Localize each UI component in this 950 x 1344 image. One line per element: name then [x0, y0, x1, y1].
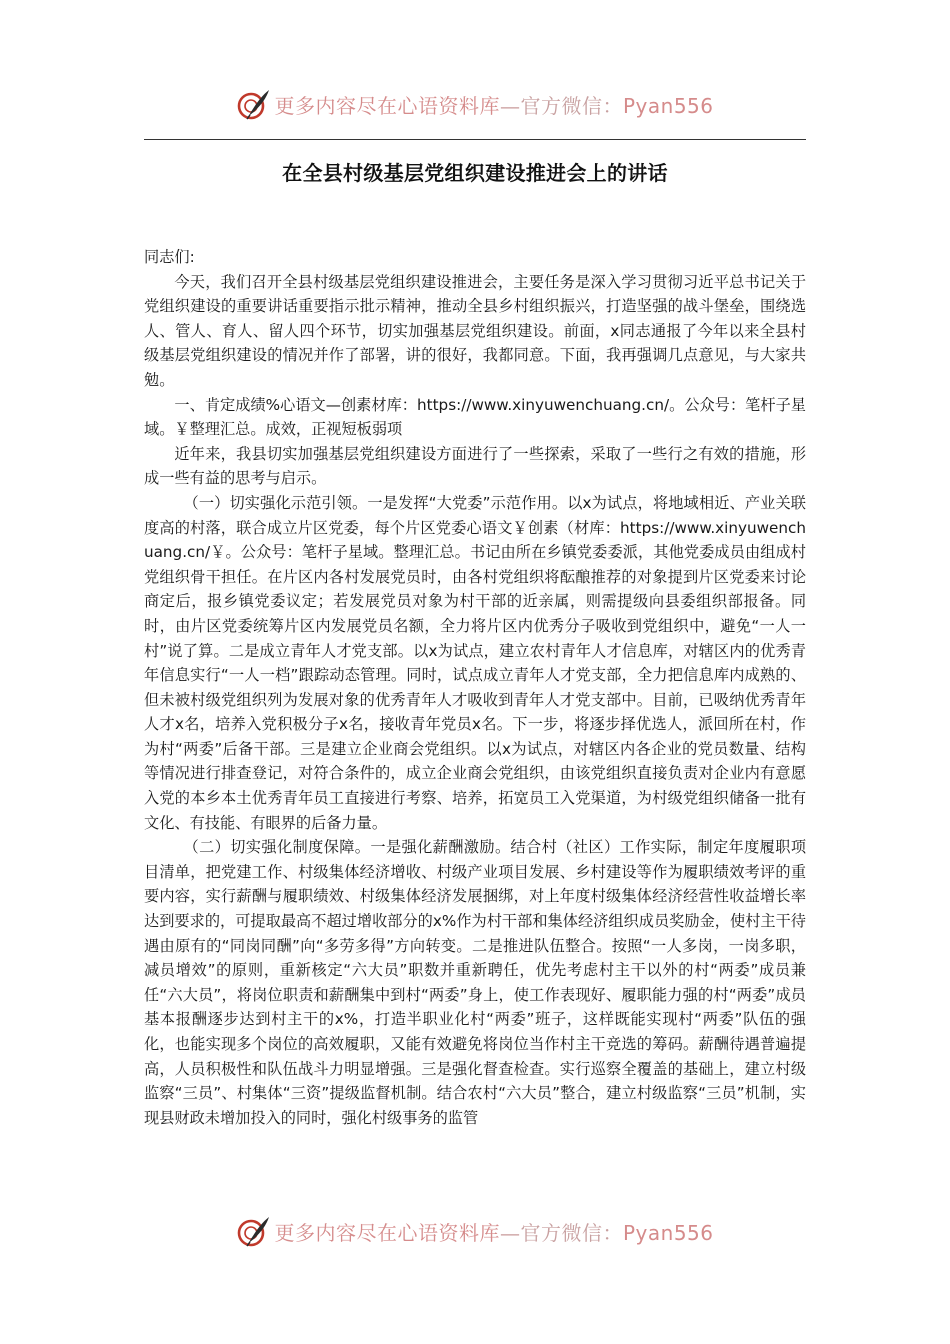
quill-logo-icon [236, 87, 270, 121]
banner-brand: 更多内容尽在心语资料库 [274, 1220, 500, 1245]
banner-wechat-label: 官方微信： [520, 93, 623, 118]
footer-banner [0, 1209, 950, 1253]
banner-text [274, 90, 713, 119]
banner-text [274, 1217, 713, 1246]
salutation: 同志们: [144, 248, 195, 266]
section-heading-1: 一、肯定成绩%心语文—创素材库：https://www.xinyuwenchuang.cn/。公众号：笔杆子星域。￥整理汇总。成效，正视短板弱项 [144, 395, 806, 439]
paragraph-overview: 近年来，我县切实加强基层党组织建设方面进行了一些探索，采取了一些行之有效的措施，形成一些有益的思考与启示。 [144, 444, 806, 488]
banner-wechat-id: Pyan556 [622, 1220, 714, 1245]
document-title: 在全县村级基层党组织建设推进会上的讲话 [282, 161, 668, 185]
banner-dash: — [499, 93, 521, 118]
document-body [144, 245, 806, 1130]
paragraph-institutional: （二）切实强化制度保障。一是强化薪酬激励。结合村（社区）工作实际，制定年度履职项目清单，把党建工作、村级集体经济增收、村级产业项目发展、乡村建设等作为履职绩效考评的重要内容，实行薪酬与履职绩效、村级集体经济发展捆绑，对上年度村级集体经济经营性收益增长率达到要求的，可提取最高不超过增收部分的x%作为村干部和集体经济组织成员奖励金，使村主干待遇由原有的“同岗同酬”向“多劳多得”方向转变。二是推进队伍整合。按照“一人多岗，一岗多职，减员增效”的原则，重新核定“六大员”职数并重新聘任，优先考虑村主干以外的村“两委”成员兼任“六大员”，将岗位职责和薪酬集中到村“两委”身上，使工作表现好、履职能力强的村“两委”成员基本报酬逐步达到村主干的x%，打造半职业化村“两委”班子，这样既能实现村“两委”队伍的强化，也能实现多个岗位的高效履职，又能有效避免将岗位当作村主干竞选的筹码。薪酬待遇普遍提高，人员积极性和队伍战斗力明显增强。三是强化督查检查。实行巡察全覆盖的基础上，建立村级监察“三员”、村集体“三资”提级监督机制。结合农村“六大员”整合，建立村级监察“三员”机制，实现县财政未增加投入的同时，强化村级事务的监管 [144, 838, 806, 1127]
banner-wechat-label: 官方微信： [520, 1220, 623, 1245]
header-divider [144, 139, 806, 140]
banner-brand: 更多内容尽在心语资料库 [274, 93, 500, 118]
banner-wechat-id: Pyan556 [622, 93, 714, 118]
banner-dash: — [499, 1220, 521, 1245]
paragraph-intro: 今天，我们召开全县村级基层党组织建设推进会，主要任务是深入学习贯彻习近平总书记关于党组织建设的重要讲话重要指示批示精神，推动全县乡村组织振兴，打造坚强的战斗堡垒，围绕选人、管人、育人、留人四个环节，切实加强基层党组织建设。前面，x同志通报了今年以来全县村级基层党组织建设的情况并作了部署，讲的很好，我都同意。下面，我再强调几点意见，与大家共勉。 [144, 272, 806, 389]
header-banner [0, 82, 950, 126]
paragraph-demonstration: （一）切实强化示范引领。一是发挥“大党委”示范作用。以x为试点，将地域相近、产业关联度高的村落，联合成立片区党委，每个片区党委心语文￥创素（材库：https://www.xinyuwenchuang.cn/￥。公众号：笔杆子星域。整理汇总。书记由所在乡镇党委委派，其他党委成员由组成村党组织骨干担任。在片区内各村发展党员时，由各村党组织将酝酿推荐的对象提到片区党委来讨论商定后，报乡镇党委议定；若发展党员对象为村干部的近亲属，则需提级向县委组织部报备。同时，由片区党委统筹片区内发展党员名额，全力将片区内优秀分子吸收到党组织中，避免“一人一村”说了算。二是成立青年人才党支部。以x为试点，建立农村青年人才信息库，对辖区内的优秀青年信息实行“一人一档”跟踪动态管理。同时，试点成立青年人才党支部，全力把信息库内成熟的、但未被村级党组织列为发展对象的优秀青年人才吸收到青年人才党支部中。目前，已吸纳优秀青年人才x名，培养入党积极分子x名，接收青年党员x名。下一步，将逐步择优选人，派回所在村，作为村“两委”后备干部。三是建立企业商会党组织。以x为试点，对辖区内各企业的党员数量、结构等情况进行排查登记，对符合条件的，成立企业商会党组织，由该党组织直接负责对企业内有意愿入党的本乡本土优秀青年员工直接进行考察、培养，拓宽员工入党渠道，为村级党组织储备一批有文化、有技能、有眼界的后备力量。 [144, 493, 806, 832]
quill-logo-icon [236, 1214, 270, 1248]
